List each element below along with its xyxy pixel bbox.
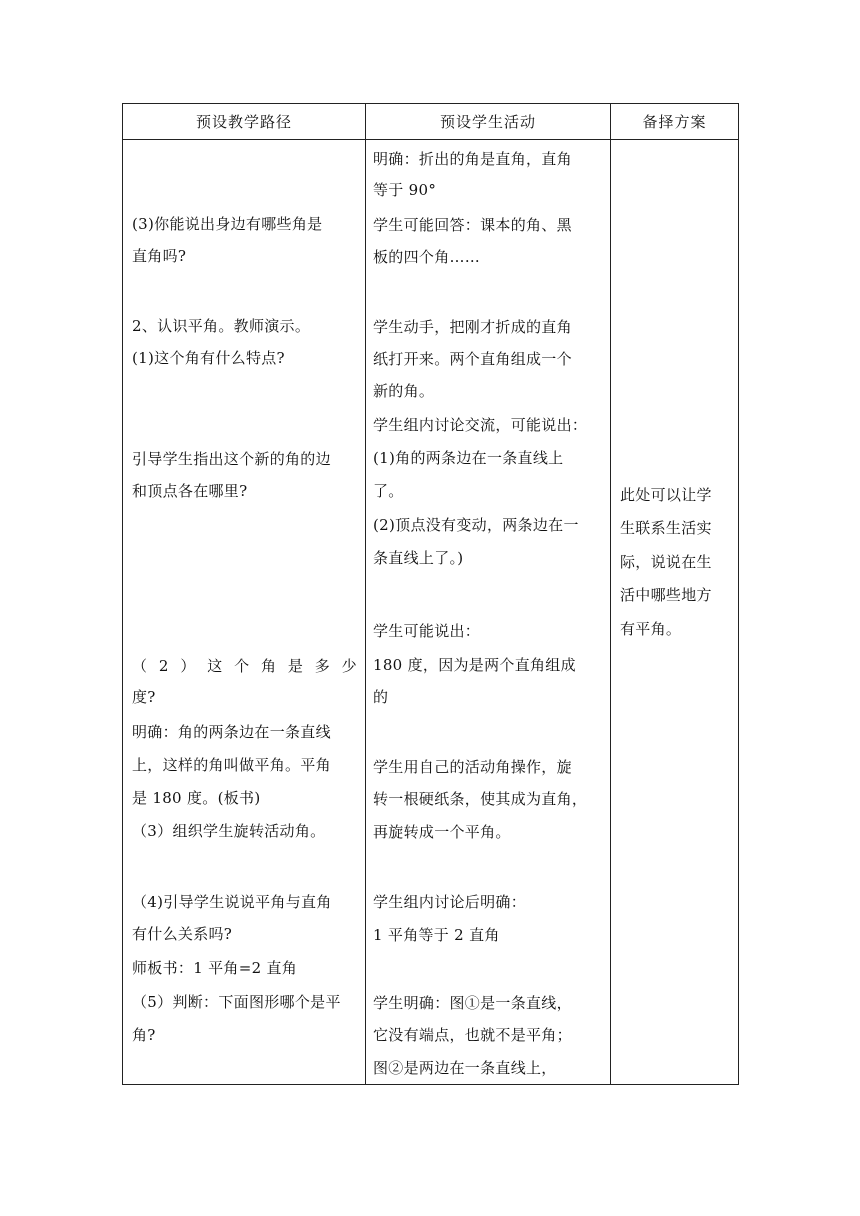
activity-line: 明确：折出的角是直角，直角 xyxy=(373,150,572,168)
teaching-line: 有什么关系吗? xyxy=(132,925,233,943)
spread-char: 是 xyxy=(287,657,304,675)
alternative-line: 活中哪些地方 xyxy=(620,586,712,604)
activity-line: 再旋转成一个平角。 xyxy=(373,823,511,841)
activity-line: 等于 90° xyxy=(373,181,437,199)
teaching-line: 2、认识平角。教师演示。 xyxy=(132,317,311,335)
activity-line: 学生动手，把刚才折成的直角 xyxy=(373,318,572,336)
activity-line: 板的四个角…… xyxy=(373,248,481,266)
activity-line: 学生明确：图①是一条直线， xyxy=(373,994,572,1012)
activity-line: 转一根硬纸条，使其成为直角， xyxy=(373,790,588,808)
teaching-line: 上，这样的角叫做平角。平角 xyxy=(132,756,331,774)
teaching-line: 明确：角的两条边在一条直线 xyxy=(132,723,331,741)
header-teaching-path: 预设教学路径 xyxy=(123,104,366,140)
activity-line: 的 xyxy=(373,688,389,706)
teaching-line: 和顶点各在哪里? xyxy=(132,482,248,500)
alternative-line: 此处可以让学 xyxy=(620,486,712,504)
activity-line: 学生组内讨论交流，可能说出： xyxy=(373,416,588,434)
student-activity-cell xyxy=(366,140,611,1085)
alternative-line: 有平角。 xyxy=(620,620,682,638)
activity-line: 学生用自己的活动角操作，旋 xyxy=(373,758,572,776)
teaching-line: 师板书：1 平角=2 直角 xyxy=(132,959,298,977)
activity-line: 了。 xyxy=(373,482,404,500)
activity-line: (1)角的两条边在一条直线上 xyxy=(373,449,564,467)
teaching-line: (3)你能说出身边有哪些角是 xyxy=(132,215,323,233)
activity-line: 学生可能回答：课本的角、黑 xyxy=(373,216,572,234)
lesson-plan-table xyxy=(122,103,739,1085)
table-header-row xyxy=(123,104,739,140)
teaching-line: （3）组织学生旋转活动角。 xyxy=(132,822,326,840)
teaching-line: (1)这个角有什么特点? xyxy=(132,349,285,367)
header-alternative-plan: 备择方案 xyxy=(611,104,739,140)
table-body-row xyxy=(123,140,739,1085)
alternative-line: 生联系生活实 xyxy=(620,519,712,537)
activity-line: 新的角。 xyxy=(373,382,435,400)
spread-char: 多 xyxy=(314,657,331,675)
header-student-activity: 预设学生活动 xyxy=(366,104,611,140)
activity-line: 1 平角等于 2 直角 xyxy=(373,926,500,944)
activity-line: 纸打开来。两个直角组成一个 xyxy=(373,350,572,368)
teaching-line: 引导学生指出这个新的角的边 xyxy=(132,450,331,468)
teaching-line: 度? xyxy=(132,688,156,706)
spread-char: 个 xyxy=(234,657,250,675)
spread-char: ） xyxy=(180,657,196,675)
teaching-line: 直角吗? xyxy=(132,247,187,265)
alternative-line: 际，说说在生 xyxy=(620,553,712,571)
activity-line: 它没有端点，也就不是平角； xyxy=(373,1026,572,1044)
activity-line: 条直线上了。) xyxy=(373,549,464,567)
teaching-line: 角? xyxy=(132,1026,156,1044)
alternative-plan-cell xyxy=(611,140,739,1085)
teaching-line: （4)引导学生说说平角与直角 xyxy=(132,893,332,911)
spread-char: 这 xyxy=(207,657,223,675)
activity-line: (2)顶点没有变动，两条边在一 xyxy=(373,516,579,534)
spread-char: （ xyxy=(132,657,148,675)
teaching-path-cell xyxy=(123,140,366,1085)
teaching-line: 是 180 度。(板书) xyxy=(132,789,261,807)
spread-char: 2 xyxy=(158,657,169,675)
activity-line: 图②是两边在一条直线上， xyxy=(373,1059,557,1077)
activity-line: 学生组内讨论后明确： xyxy=(373,893,527,911)
spread-char: 角 xyxy=(260,657,277,675)
teaching-line-spread xyxy=(132,656,357,676)
activity-line: 学生可能说出： xyxy=(373,622,481,640)
teaching-line: （5）判断：下面图形哪个是平 xyxy=(132,993,341,1011)
spread-char: 少 xyxy=(341,657,357,675)
activity-line: 180 度，因为是两个直角组成 xyxy=(373,656,576,674)
